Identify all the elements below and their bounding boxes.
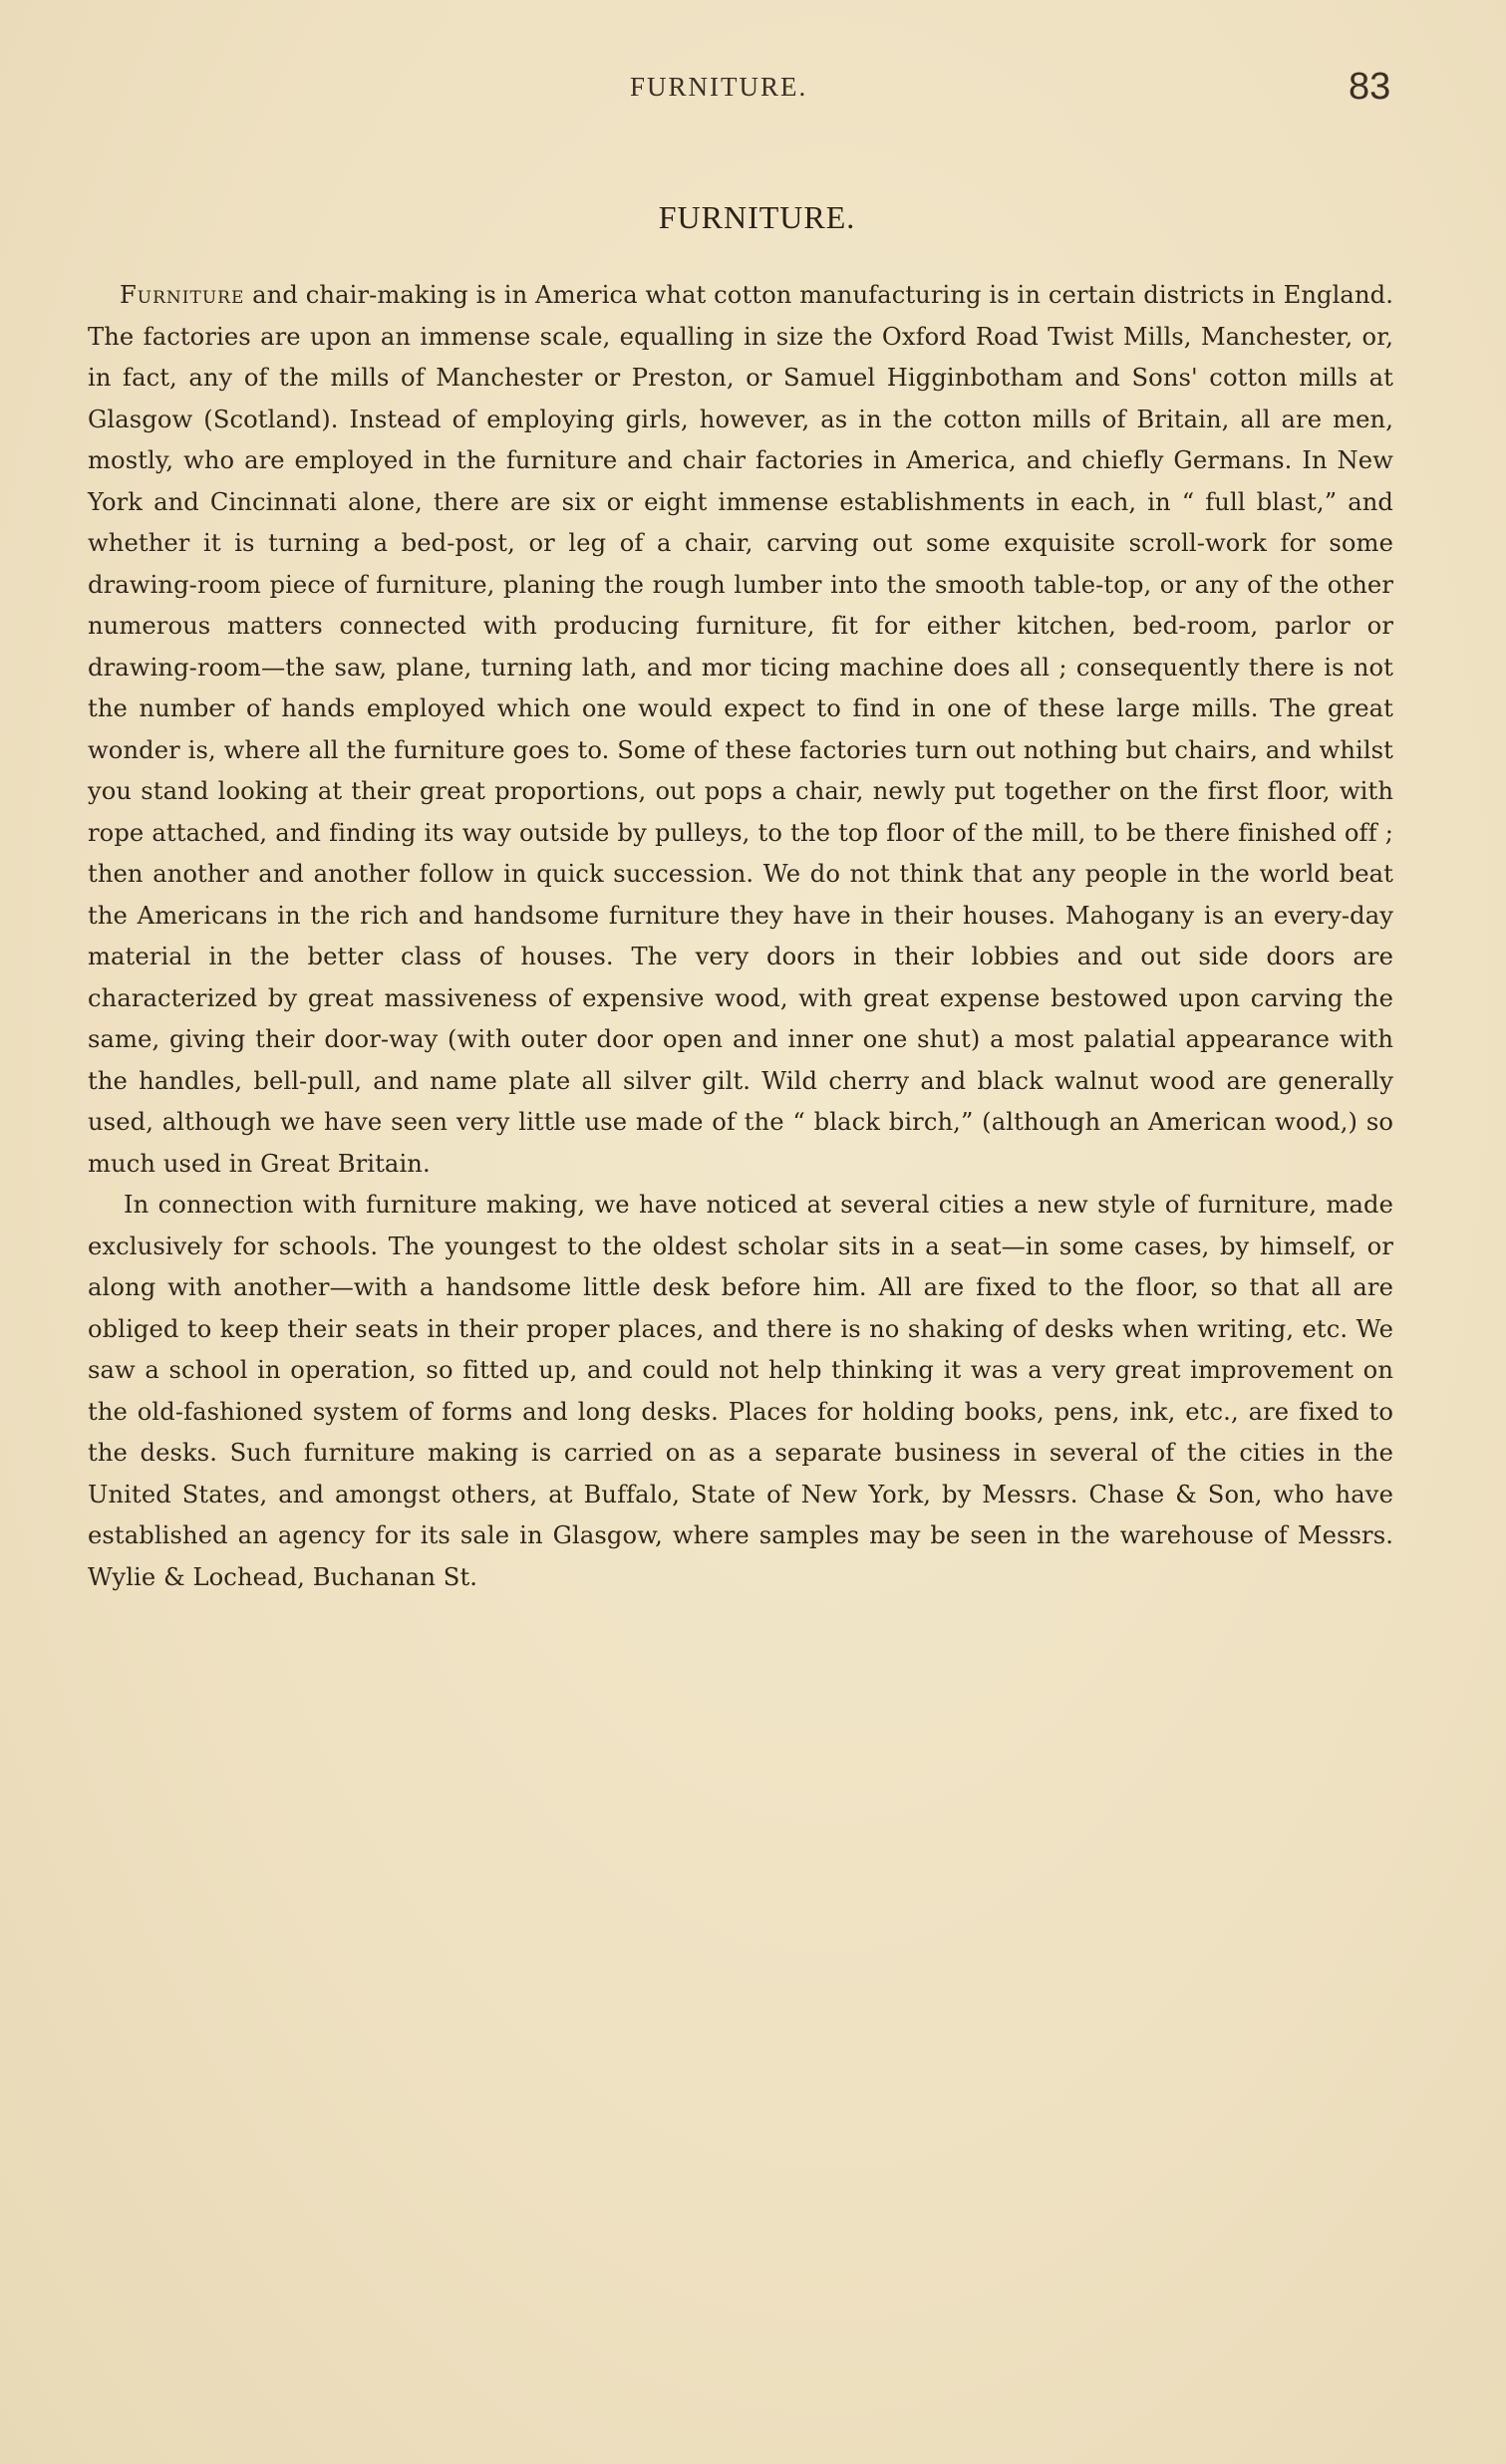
running-header (0, 66, 1506, 112)
page-number: 83 (1349, 66, 1391, 108)
running-title: FURNITURE. (630, 72, 808, 102)
article-body (88, 275, 1393, 1598)
paragraph-1-lead-word: Furniture (120, 281, 245, 309)
paragraph-1-text: and chair-making is in America what cotton manufacturing is in certain districts in England. The factories are upon an immense scale, equalling in size the Oxford Road Twist Mills, Manchester, or, in fact, any of the mills of Manchester or Preston, or Samuel Higginbotham and Sons' cotton mills at Glasgow (Scotland). Instead of employing girls, however, as in the cotton mills of Britain, all are men, mostly, who are employed in the furniture and chair factories in America, and chiefly Germans. In New York and Cincinnati alone, there are six or eight immense establishments in each, in “ full blast,” and whether it is turning a bed-post, or leg of a chair, carving out some exquisite scroll-work for some drawing-room piece of furniture, planing the rough lumber into the smooth table-top, or any of the other numerous matters connected with producing furniture, fit for either kitchen, bed-room, parlor or drawing-room—the saw, plane, turning lath, and mor ticing machine does all ; consequently there is not the number of hands employed which one would expect to find in one of these large mills. The great wonder is, where all the furniture goes to. Some of these factories turn out nothing but chairs, and whilst you stand looking at their great proportions, out pops a chair, newly put together on the first floor, with rope attached, and finding its way outside by pulleys, to the top floor of the mill, to be there finished off ; then another and another follow in quick succession. We do not think that any people in the world beat the Americans in the rich and handsome furniture they have in their houses. Mahogany is an every-day material in the better class of houses. The very doors in their lobbies and out side doors are characterized by great massiveness of expensive wood, with great expense bestowed upon carving the same, giving their door-way (with outer door open and inner one shut) a most palatial appearance with the handles, bell-pull, and name plate all silver gilt. Wild cherry and black walnut wood are generally used, although we have seen very little use made of the “ black birch,” (although an American wood,) so much used in Great Britain. (88, 281, 1393, 1178)
section-title: FURNITURE. (658, 199, 856, 235)
paragraph-2: In connection with furniture making, we have noticed at several cities a new style of furniture, made exclusively for schools. The youngest to the oldest scholar sits in a seat—in some cases, by himself, or along with another—with a handsome little desk before him. All are fixed to the floor, so that all are obliged to keep their seats in their proper places, and there is no shaking of desks when writing, etc. We saw a school in operation, so fitted up, and could not help thinking it was a very great improvement on the old-fashioned system of forms and long desks. Places for holding books, pens, ink, etc., are fixed to the desks. Such furniture making is carried on as a separate business in several of the cities in the United States, and amongst others, at Buffalo, State of New York, by Messrs. Chase & Son, who have established an agency for its sale in Glasgow, where samples may be seen in the warehouse of Messrs. Wylie & Lochead, Buchanan St. (88, 1191, 1393, 1591)
paragraph-1 (88, 275, 1393, 1185)
